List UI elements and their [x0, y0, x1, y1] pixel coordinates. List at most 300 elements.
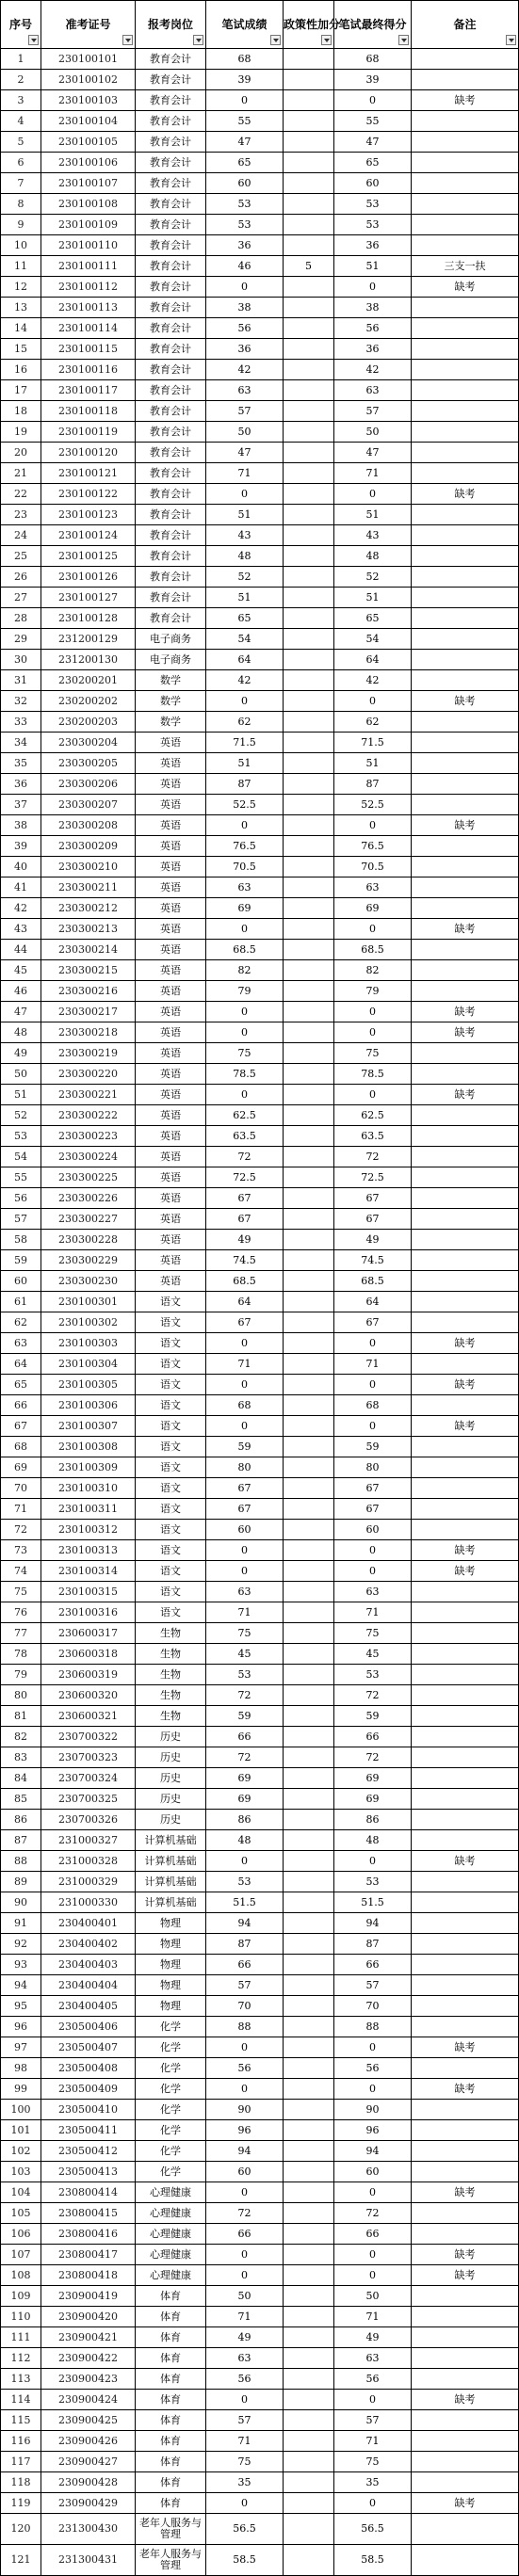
cell-final-score: 53: [334, 1872, 412, 1892]
cell-position: 化学: [136, 2141, 206, 2162]
cell-remarks: [412, 733, 519, 753]
cell-final-score: 64: [334, 650, 412, 670]
cell-written-score: 68: [206, 49, 284, 70]
table-row: [1, 1271, 519, 1292]
cell-final-score: 0: [334, 2390, 412, 2410]
cell-policy-bonus: [284, 1602, 334, 1623]
table-row: [1, 1250, 519, 1271]
cell-policy-bonus: [284, 753, 334, 774]
filter-dropdown-icon[interactable]: [270, 35, 281, 45]
cell-remarks: 缺考: [412, 691, 519, 712]
cell-exam-number: 230900424: [41, 2390, 136, 2410]
cell-written-score: 63.5: [206, 1126, 284, 1147]
cell-policy-bonus: [284, 2348, 334, 2369]
cell-final-score: 0: [334, 1561, 412, 1582]
filter-dropdown-icon[interactable]: [28, 35, 39, 45]
filter-dropdown-icon[interactable]: [122, 35, 133, 45]
cell-policy-bonus: [284, 2224, 334, 2245]
cell-remarks: [412, 857, 519, 877]
cell-written-score: 49: [206, 2327, 284, 2348]
cell-exam-number: 230900419: [41, 2286, 136, 2307]
cell-exam-number: 230600321: [41, 1706, 136, 1727]
cell-policy-bonus: [284, 1665, 334, 1685]
cell-index: 31: [1, 670, 41, 691]
cell-remarks: [412, 2286, 519, 2307]
cell-exam-number: 230100303: [41, 1333, 136, 1354]
cell-exam-number: 230100309: [41, 1457, 136, 1478]
table-row: [1, 1064, 519, 1085]
cell-exam-number: 230100311: [41, 1499, 136, 1520]
cell-written-score: 75: [206, 1043, 284, 1064]
cell-exam-number: 231000330: [41, 1892, 136, 1913]
cell-exam-number: 230300215: [41, 960, 136, 981]
cell-index: 99: [1, 2079, 41, 2100]
cell-index: 24: [1, 525, 41, 546]
cell-index: 52: [1, 1105, 41, 1126]
cell-policy-bonus: [284, 2120, 334, 2141]
cell-index: 120: [1, 2514, 41, 2545]
cell-exam-number: 230100302: [41, 1312, 136, 1333]
cell-final-score: 69: [334, 1768, 412, 1789]
table-row: [1, 277, 519, 298]
cell-final-score: 51.5: [334, 1892, 412, 1913]
cell-written-score: 71: [206, 2431, 284, 2452]
cell-remarks: 缺考: [412, 1022, 519, 1043]
cell-remarks: 三支一扶: [412, 256, 519, 277]
cell-position: 体育: [136, 2452, 206, 2472]
cell-policy-bonus: [284, 1934, 334, 1955]
cell-remarks: [412, 132, 519, 153]
cell-position: 化学: [136, 2162, 206, 2182]
table-row: [1, 2472, 519, 2493]
cell-policy-bonus: [284, 1188, 334, 1209]
cell-final-score: 60: [334, 173, 412, 194]
filter-dropdown-icon[interactable]: [193, 35, 203, 45]
col-header-remarks: [412, 1, 519, 49]
cell-remarks: [412, 1789, 519, 1810]
cell-position: 英语: [136, 815, 206, 836]
cell-policy-bonus: [284, 629, 334, 650]
cell-written-score: 66: [206, 1955, 284, 1975]
cell-policy-bonus: [284, 1499, 334, 1520]
cell-index: 86: [1, 1810, 41, 1830]
cell-position: 英语: [136, 1147, 206, 1167]
cell-written-score: 67: [206, 1312, 284, 1333]
cell-final-score: 0: [334, 1851, 412, 1872]
cell-index: 44: [1, 940, 41, 960]
cell-policy-bonus: [284, 2265, 334, 2286]
cell-index: 55: [1, 1167, 41, 1188]
cell-remarks: 缺考: [412, 2182, 519, 2203]
table-row: [1, 898, 519, 919]
cell-position: 计算机基础: [136, 1892, 206, 1913]
cell-position: 教育会计: [136, 70, 206, 90]
cell-position: 教育会计: [136, 256, 206, 277]
cell-final-score: 0: [334, 1085, 412, 1105]
cell-index: 23: [1, 505, 41, 525]
cell-position: 英语: [136, 857, 206, 877]
cell-final-score: 60: [334, 2162, 412, 2182]
cell-position: 教育会计: [136, 567, 206, 588]
cell-exam-number: 231300430: [41, 2514, 136, 2545]
cell-remarks: 缺考: [412, 2079, 519, 2100]
cell-final-score: 62.5: [334, 1105, 412, 1126]
table-row: [1, 1520, 519, 1540]
table-row: [1, 857, 519, 877]
cell-position: 化学: [136, 2120, 206, 2141]
cell-remarks: [412, 1478, 519, 1499]
cell-policy-bonus: [284, 1727, 334, 1747]
cell-position: 心理健康: [136, 2245, 206, 2265]
table-row: [1, 629, 519, 650]
table-row: [1, 318, 519, 339]
cell-final-score: 82: [334, 960, 412, 981]
cell-remarks: [412, 774, 519, 795]
cell-position: 数学: [136, 670, 206, 691]
cell-remarks: [412, 2545, 519, 2576]
cell-policy-bonus: [284, 1354, 334, 1375]
cell-written-score: 0: [206, 1851, 284, 1872]
cell-exam-number: 230300214: [41, 940, 136, 960]
cell-written-score: 0: [206, 1416, 284, 1437]
cell-exam-number: 230300219: [41, 1043, 136, 1064]
cell-remarks: [412, 1685, 519, 1706]
cell-remarks: 缺考: [412, 815, 519, 836]
cell-remarks: [412, 360, 519, 380]
table-row: [1, 1230, 519, 1250]
cell-written-score: 64: [206, 650, 284, 670]
cell-policy-bonus: [284, 1810, 334, 1830]
cell-remarks: [412, 1830, 519, 1851]
cell-policy-bonus: [284, 712, 334, 733]
filter-dropdown-icon[interactable]: [398, 35, 409, 45]
cell-exam-number: 230100312: [41, 1520, 136, 1540]
cell-written-score: 45: [206, 1644, 284, 1665]
cell-remarks: [412, 318, 519, 339]
cell-exam-number: 230100114: [41, 318, 136, 339]
cell-index: 14: [1, 318, 41, 339]
cell-policy-bonus: [284, 1271, 334, 1292]
cell-final-score: 67: [334, 1499, 412, 1520]
cell-index: 46: [1, 981, 41, 1002]
cell-final-score: 76.5: [334, 836, 412, 857]
cell-remarks: [412, 1292, 519, 1312]
cell-final-score: 0: [334, 484, 412, 505]
cell-index: 36: [1, 774, 41, 795]
cell-position: 教育会计: [136, 360, 206, 380]
cell-policy-bonus: [284, 1520, 334, 1540]
cell-policy-bonus: [284, 525, 334, 546]
cell-policy-bonus: [284, 2545, 334, 2576]
cell-policy-bonus: [284, 1064, 334, 1085]
cell-exam-number: 230100118: [41, 401, 136, 422]
cell-written-score: 0: [206, 1561, 284, 1582]
cell-written-score: 71: [206, 1602, 284, 1623]
cell-position: 物理: [136, 1996, 206, 2017]
cell-written-score: 90: [206, 2100, 284, 2120]
cell-policy-bonus: [284, 360, 334, 380]
cell-written-score: 71: [206, 463, 284, 484]
cell-position: 语文: [136, 1333, 206, 1354]
cell-position: 教育会计: [136, 588, 206, 608]
cell-exam-number: 230300213: [41, 919, 136, 940]
cell-position: 英语: [136, 1002, 206, 1022]
cell-written-score: 63: [206, 2348, 284, 2369]
cell-index: 100: [1, 2100, 41, 2120]
cell-position: 英语: [136, 774, 206, 795]
cell-index: 22: [1, 484, 41, 505]
table-row: [1, 1147, 519, 1167]
cell-policy-bonus: [284, 1872, 334, 1892]
cell-exam-number: 230300226: [41, 1188, 136, 1209]
cell-remarks: [412, 1934, 519, 1955]
cell-remarks: [412, 1209, 519, 1230]
cell-remarks: 缺考: [412, 1416, 519, 1437]
cell-position: 教育会计: [136, 298, 206, 318]
cell-final-score: 72: [334, 1685, 412, 1706]
cell-exam-number: 230300205: [41, 753, 136, 774]
cell-exam-number: 230700325: [41, 1789, 136, 1810]
cell-policy-bonus: [284, 153, 334, 173]
cell-policy-bonus: [284, 1085, 334, 1105]
table-row: [1, 1706, 519, 1727]
cell-written-score: 50: [206, 422, 284, 443]
cell-remarks: [412, 877, 519, 898]
cell-position: 物理: [136, 1955, 206, 1975]
cell-remarks: [412, 836, 519, 857]
cell-policy-bonus: [284, 443, 334, 463]
cell-index: 49: [1, 1043, 41, 1064]
cell-final-score: 0: [334, 1022, 412, 1043]
cell-written-score: 94: [206, 1913, 284, 1934]
cell-written-score: 0: [206, 1375, 284, 1395]
cell-written-score: 54: [206, 629, 284, 650]
cell-index: 65: [1, 1375, 41, 1395]
cell-policy-bonus: [284, 1002, 334, 1022]
cell-position: 数学: [136, 712, 206, 733]
cell-position: 体育: [136, 2348, 206, 2369]
cell-position: 教育会计: [136, 505, 206, 525]
cell-written-score: 36: [206, 235, 284, 256]
cell-remarks: [412, 2017, 519, 2037]
cell-position: 教育会计: [136, 215, 206, 235]
cell-final-score: 63.5: [334, 1126, 412, 1147]
cell-written-score: 69: [206, 1768, 284, 1789]
cell-exam-number: 230200203: [41, 712, 136, 733]
cell-final-score: 0: [334, 1002, 412, 1022]
cell-remarks: [412, 463, 519, 484]
cell-exam-number: 230600320: [41, 1685, 136, 1706]
cell-index: 102: [1, 2141, 41, 2162]
cell-index: 75: [1, 1582, 41, 1602]
cell-written-score: 0: [206, 1540, 284, 1561]
cell-remarks: [412, 2327, 519, 2348]
cell-final-score: 57: [334, 2410, 412, 2431]
cell-remarks: [412, 153, 519, 173]
table-row: [1, 1561, 519, 1582]
cell-index: 96: [1, 2017, 41, 2037]
cell-position: 教育会计: [136, 318, 206, 339]
table-row: [1, 1768, 519, 1789]
cell-final-score: 50: [334, 422, 412, 443]
cell-exam-number: 230500406: [41, 2017, 136, 2037]
table-row: [1, 215, 519, 235]
cell-policy-bonus: [284, 1644, 334, 1665]
cell-final-score: 66: [334, 1955, 412, 1975]
cell-final-score: 75: [334, 2452, 412, 2472]
table-row: [1, 733, 519, 753]
cell-position: 化学: [136, 2079, 206, 2100]
table-row: [1, 1312, 519, 1333]
cell-index: 51: [1, 1085, 41, 1105]
cell-final-score: 0: [334, 1333, 412, 1354]
cell-policy-bonus: [284, 2245, 334, 2265]
cell-policy-bonus: [284, 2162, 334, 2182]
filter-dropdown-icon[interactable]: [506, 35, 516, 45]
cell-position: 老年人服务与管理: [136, 2545, 206, 2576]
cell-position: 教育会计: [136, 277, 206, 298]
cell-policy-bonus: 5: [284, 256, 334, 277]
cell-final-score: 54: [334, 629, 412, 650]
cell-written-score: 60: [206, 1520, 284, 1540]
cell-index: 45: [1, 960, 41, 981]
cell-written-score: 59: [206, 1437, 284, 1457]
cell-position: 心理健康: [136, 2265, 206, 2286]
cell-final-score: 57: [334, 1975, 412, 1996]
cell-exam-number: 230300218: [41, 1022, 136, 1043]
cell-written-score: 62: [206, 712, 284, 733]
cell-index: 116: [1, 2431, 41, 2452]
cell-remarks: [412, 525, 519, 546]
cell-remarks: [412, 1395, 519, 1416]
cell-final-score: 58.5: [334, 2545, 412, 2576]
cell-position: 教育会计: [136, 422, 206, 443]
cell-position: 语文: [136, 1520, 206, 1540]
cell-exam-number: 230100122: [41, 484, 136, 505]
cell-final-score: 63: [334, 877, 412, 898]
cell-position: 英语: [136, 981, 206, 1002]
cell-final-score: 42: [334, 360, 412, 380]
cell-policy-bonus: [284, 2307, 334, 2327]
cell-final-score: 71: [334, 1602, 412, 1623]
table-row: [1, 1354, 519, 1375]
cell-position: 体育: [136, 2390, 206, 2410]
cell-policy-bonus: [284, 1147, 334, 1167]
cell-final-score: 43: [334, 525, 412, 546]
header-label: 备注: [453, 17, 477, 31]
cell-remarks: [412, 1602, 519, 1623]
cell-exam-number: 230800416: [41, 2224, 136, 2245]
cell-remarks: [412, 1747, 519, 1768]
cell-remarks: [412, 1955, 519, 1975]
cell-remarks: [412, 70, 519, 90]
cell-remarks: [412, 1437, 519, 1457]
cell-index: 69: [1, 1457, 41, 1478]
cell-index: 119: [1, 2493, 41, 2514]
cell-position: 语文: [136, 1499, 206, 1520]
cell-position: 体育: [136, 2369, 206, 2390]
cell-exam-number: 230100120: [41, 443, 136, 463]
cell-exam-number: 230500412: [41, 2141, 136, 2162]
cell-position: 教育会计: [136, 235, 206, 256]
cell-index: 28: [1, 608, 41, 629]
cell-remarks: 缺考: [412, 919, 519, 940]
cell-written-score: 96: [206, 2120, 284, 2141]
cell-exam-number: 230500410: [41, 2100, 136, 2120]
cell-index: 90: [1, 1892, 41, 1913]
cell-remarks: 缺考: [412, 1375, 519, 1395]
table-row: [1, 505, 519, 525]
cell-policy-bonus: [284, 1706, 334, 1727]
cell-remarks: [412, 2348, 519, 2369]
cell-written-score: 0: [206, 2079, 284, 2100]
cell-policy-bonus: [284, 173, 334, 194]
cell-index: 9: [1, 215, 41, 235]
table-row: [1, 153, 519, 173]
cell-written-score: 63: [206, 380, 284, 401]
cell-position: 体育: [136, 2431, 206, 2452]
cell-written-score: 64: [206, 1292, 284, 1312]
cell-position: 心理健康: [136, 2203, 206, 2224]
cell-position: 历史: [136, 1727, 206, 1747]
cell-index: 53: [1, 1126, 41, 1147]
cell-policy-bonus: [284, 567, 334, 588]
cell-index: 109: [1, 2286, 41, 2307]
cell-remarks: 缺考: [412, 484, 519, 505]
table-row: [1, 1540, 519, 1561]
header-label: 序号: [8, 17, 32, 31]
cell-index: 30: [1, 650, 41, 670]
cell-policy-bonus: [284, 422, 334, 443]
cell-index: 10: [1, 235, 41, 256]
cell-policy-bonus: [284, 2037, 334, 2058]
table-row: [1, 940, 519, 960]
cell-index: 72: [1, 1520, 41, 1540]
cell-exam-number: 230100315: [41, 1582, 136, 1602]
cell-exam-number: 230100116: [41, 360, 136, 380]
cell-remarks: [412, 49, 519, 70]
cell-exam-number: 230300204: [41, 733, 136, 753]
cell-index: 62: [1, 1312, 41, 1333]
table-row: [1, 360, 519, 380]
cell-remarks: [412, 960, 519, 981]
cell-written-score: 57: [206, 401, 284, 422]
cell-policy-bonus: [284, 2472, 334, 2493]
cell-remarks: [412, 546, 519, 567]
cell-position: 教育会计: [136, 463, 206, 484]
table-row: [1, 422, 519, 443]
cell-policy-bonus: [284, 815, 334, 836]
cell-position: 语文: [136, 1602, 206, 1623]
cell-remarks: [412, 650, 519, 670]
cell-final-score: 63: [334, 2348, 412, 2369]
cell-exam-number: 230900423: [41, 2369, 136, 2390]
filter-dropdown-icon[interactable]: [321, 35, 332, 45]
table-row: [1, 1188, 519, 1209]
cell-final-score: 60: [334, 1520, 412, 1540]
cell-position: 语文: [136, 1312, 206, 1333]
cell-index: 94: [1, 1975, 41, 1996]
table-row: [1, 2286, 519, 2307]
cell-index: 41: [1, 877, 41, 898]
cell-final-score: 57: [334, 401, 412, 422]
cell-final-score: 79: [334, 981, 412, 1002]
cell-exam-number: 230900426: [41, 2431, 136, 2452]
cell-position: 语文: [136, 1457, 206, 1478]
table-row: [1, 1975, 519, 1996]
table-row: [1, 2452, 519, 2472]
cell-position: 体育: [136, 2493, 206, 2514]
